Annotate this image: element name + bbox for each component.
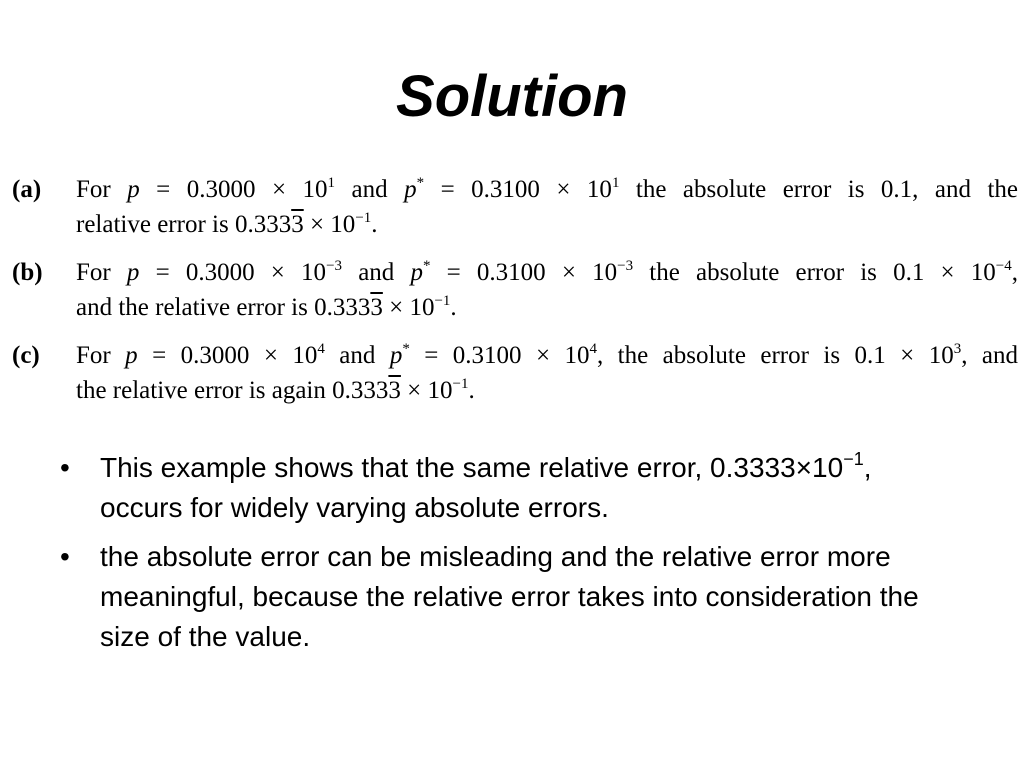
item-line-1 bbox=[76, 172, 1018, 207]
star-superscript: * bbox=[402, 341, 410, 357]
exponent: 4 bbox=[589, 341, 597, 357]
variable-p: p bbox=[127, 176, 140, 203]
text-segment: and bbox=[335, 176, 405, 203]
text-segment: For bbox=[76, 342, 126, 369]
text-segment: For bbox=[76, 259, 127, 286]
exponent: −3 bbox=[326, 258, 343, 274]
exponent: −3 bbox=[617, 258, 634, 274]
text-segment: , bbox=[1011, 259, 1019, 286]
solution-item-b bbox=[12, 255, 1018, 325]
item-label: (b) bbox=[12, 259, 43, 286]
bullet-text: the absolute error can be misleading and the relative error more meaningful, because the relative error takes into consideration the size of the value. bbox=[100, 541, 919, 652]
text-segment: = 0.3100 × 10 bbox=[424, 176, 612, 203]
bullet-item bbox=[60, 448, 960, 528]
text-segment: and the relative error is 0.333 bbox=[76, 294, 371, 321]
text-segment: = 0.3100 × 10 bbox=[409, 342, 590, 369]
text-segment: = 0.3000 × 10 bbox=[137, 342, 318, 369]
text-segment: × 10 bbox=[382, 294, 435, 321]
item-line-2 bbox=[76, 290, 1018, 325]
text-segment: , the absolute error is 0.1 × 10 bbox=[596, 342, 954, 369]
exponent: 4 bbox=[317, 341, 325, 357]
exponent: 3 bbox=[953, 341, 962, 357]
text-segment: the relative error is again 0.333 bbox=[76, 377, 389, 404]
text-segment: × 10 bbox=[303, 211, 356, 238]
text-segment: . bbox=[450, 294, 457, 321]
text-segment: , and bbox=[961, 342, 1018, 369]
repeating-digit: 3 bbox=[291, 211, 304, 238]
repeating-digit: 3 bbox=[370, 294, 383, 321]
text-segment: = 0.3000 × 10 bbox=[139, 259, 327, 286]
bullet-dot: • bbox=[60, 452, 70, 483]
solution-items bbox=[12, 172, 1018, 421]
item-line-2 bbox=[76, 207, 1018, 242]
item-line-1 bbox=[76, 255, 1018, 290]
variable-p: p bbox=[125, 342, 138, 369]
text-segment: and bbox=[342, 259, 411, 286]
exponent: 1 bbox=[327, 175, 336, 191]
text-segment: relative error is 0.333 bbox=[76, 211, 292, 238]
text-segment: × 10 bbox=[400, 377, 453, 404]
text-segment: the absolute error is 0.1, and the bbox=[619, 176, 1018, 203]
text-segment: the absolute error is 0.1 × 10 bbox=[633, 259, 996, 286]
variable-p-star: p bbox=[389, 342, 403, 369]
exponent: −1 bbox=[355, 210, 372, 226]
text-segment: For bbox=[76, 176, 128, 203]
variable-p-star: p bbox=[404, 176, 417, 203]
repeating-digit: 3 bbox=[388, 377, 401, 404]
exponent: −1 bbox=[843, 449, 864, 469]
bullet-text: This example shows that the same relative error, 0.3333×10 bbox=[100, 452, 844, 483]
solution-item-a bbox=[12, 172, 1018, 242]
bullet-item bbox=[60, 537, 960, 657]
exponent: −1 bbox=[452, 376, 469, 392]
item-label: (a) bbox=[12, 176, 42, 203]
bullet-list bbox=[60, 448, 960, 666]
text-segment: and bbox=[324, 342, 390, 369]
item-label: (c) bbox=[12, 342, 40, 369]
slide-title: Solution bbox=[396, 64, 628, 129]
exponent: 1 bbox=[611, 175, 620, 191]
star-superscript: * bbox=[422, 258, 431, 274]
star-superscript: * bbox=[416, 175, 425, 191]
bullet-text: , occurs for widely varying absolute errors. bbox=[100, 452, 872, 523]
bullet-dot: • bbox=[60, 541, 70, 572]
text-segment: . bbox=[468, 377, 475, 404]
solution-item-c bbox=[12, 338, 1018, 408]
item-line-2 bbox=[76, 373, 1018, 408]
item-line-1 bbox=[76, 338, 1018, 373]
variable-p: p bbox=[126, 259, 140, 286]
exponent: −4 bbox=[995, 258, 1012, 274]
text-segment: = 0.3100 × 10 bbox=[430, 259, 618, 286]
text-segment: . bbox=[371, 211, 378, 238]
exponent: −1 bbox=[434, 293, 451, 309]
text-segment: = 0.3000 × 10 bbox=[139, 176, 328, 203]
variable-p-star: p bbox=[410, 259, 423, 286]
